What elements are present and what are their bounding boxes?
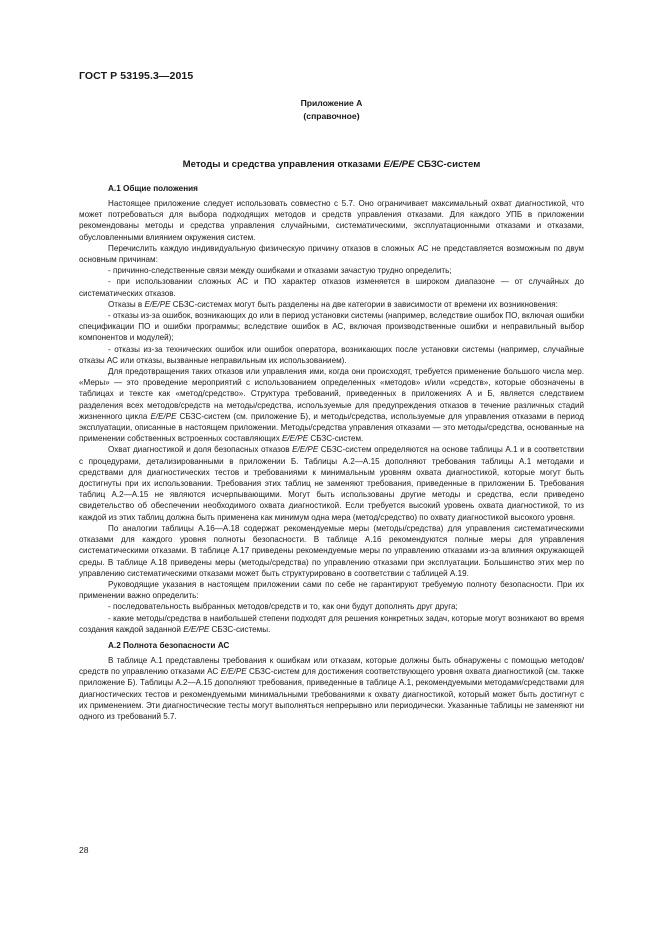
standard-designation: ГОСТ Р 53195.3—2015 <box>79 70 194 82</box>
paragraph: Охват диагностикой и доля безопасных отказов E/E/PE СБЗС-систем определяются на основе таблицы А.1 и в соответствии с процедурами, детализированными в приложении Б. Таблицы А.2—А.15 дополняют требования таблицы А.1 методами и средствами для диагностических тестов и требованиями к минимальным уровням охвата диагностикой, которые могут быть достигнуты при их использовании. Требования этих таблиц не заменяют требования, приведенные в приложении Б. Требования таблиц А.2—А.15 не являются исчерпывающими. Могут быть использованы другие методы и средства, если приведено свидетельство об обеспечении необходимого охвата диагностикой. Если требуется высокий уровень охвата диагностикой, то из каждой из этих таблиц должна быть применена как минимум одна мера (метод/средство) по охвату диагностикой высокого уровня. <box>79 445 584 522</box>
annex-subtitle: (справочное) <box>303 111 360 121</box>
section-heading-a1: А.1 Общие положения <box>108 184 198 193</box>
list-item: - отказы из-за технических ошибок или ошибок оператора, возникающих после установки системы (например, случайные отказы АС или отказы, вызванные неправильным их использованием). <box>79 344 584 365</box>
page-number: 28 <box>79 845 89 855</box>
annex-heading: Методы и средства управления отказами E/E/PE СБЗС-систем <box>182 159 481 170</box>
list-item: - последовательность выбранных методов/средств и то, как они будут дополнять друг друга; <box>108 602 458 612</box>
paragraph: Перечислить каждую индивидуальную физическую причину отказов в сложных АС не представляется возможным по двум основным причинам: <box>79 243 584 265</box>
annex-title: Приложение А <box>300 98 363 108</box>
list-item: - причинно-следственные связи между ошибками и отказами зачастую трудно определить; <box>108 266 452 276</box>
section-heading-a2: А.2 Полнота безопасности АС <box>108 640 230 650</box>
paragraph: Для предотвращения таких отказов или управления ими, когда они происходят, требуется применение большого числа мер. «Меры» — это проведение мероприятий с использованием определенных «методов» и/или «средств», которые обозначены в таблицах и тексте как «метод/средство». Структура требований, приведенных в приложениях А и Б, является следствием разделения всех методов/средств на методы/средства, используемые для предупреждения отказов в течение различных стадий жизненного цикла E/E/PE СБЗС-систем (см. приложение Б), и методы/средства, используемые для управления отказами в период эксплуатации, описанные в настоящем приложении. Методы/средства управления отказами — это методы/средства, основанные на применении собственных встроенных составляющих E/E/PE СБЗС-систем. <box>79 367 584 444</box>
paragraph: Руководящие указания в настоящем приложении сами по себе не гарантируют требуемую полноту безопасности. При их применении важно определить: <box>79 579 584 601</box>
paragraph: В таблице А.1 представлены требования к ошибкам или отказам, которые должны быть обнаружены с помощью методов/средств по управлению отказами АС E/E/PE СБЗС-систем для достижения соответствующего уровня охвата диагностикой (см. также приложение Б). Таблицы А.2—А.15 дополняют требования, приведенные в таблице А.1, рекомендуемыми методами/средствами для диагностических тестов и рекомендуемыми минимальными требованиями к охвату диагностикой, который может быть достигнут с их применением. Эти диагностические тесты могут выполняться непрерывно или периодически. Указанные таблицы не заменяют ни одного из требований 5.7. <box>79 655 584 721</box>
paragraph: Настоящее приложение следует использовать совместно с 5.7. Оно ограничивает максимальный охват диагностикой, что может потребоваться для выбора подходящих методов и средств управления отказами. Для каждого УПБ в приложении рекомендованы методы и средства управления случайными, систематическими, эксплуатационными отказами и отказами, обусловленными влиянием окружения систем. <box>79 199 584 242</box>
list-item: - отказы из-за ошибок, возникающих до или в период установки системы (например, вследствие ошибок ПО, включая ошибки спецификации ПО и ошибки программы; вследствие ошибок в АС, включая производственные ошибки и неправильный выбор компонентов и модулей); <box>79 311 584 343</box>
list-item: - какие методы/средства в наибольшей степени подходят для решения конкретных задач, которые могут возникают во время создания каждой заданной E/E/PE СБЗС-системы. <box>79 613 584 634</box>
paragraph: По аналогии таблицы А.16—А.18 содержат рекомендуемые меры (методы/средства) для управления систематическими отказами для каждого уровня полноты безопасности. В таблице А.16 рекомендуются полные меры для управления систематическими отказами. В таблице А.17 приведены рекомендуемые меры по управлению отказами из-за влияния окружающей среды. В таблице А.18 приведены меры (методы/средства) по управлению отказами при эксплуатации. Большинство этих мер по управлению систематическими отказами может быть структурировано в соответствии с таблицей А.19. <box>79 523 584 578</box>
document-body <box>79 183 584 722</box>
paragraph: Отказы в E/E/PE СБЗС-системах могут быть разделены на две категории в зависимости от времени их возникновения: <box>108 299 558 309</box>
list-item: - при использовании сложных АС и ПО характер отказов изменяется в широком диапазоне — от случайных до систематических отказов. <box>79 277 584 298</box>
